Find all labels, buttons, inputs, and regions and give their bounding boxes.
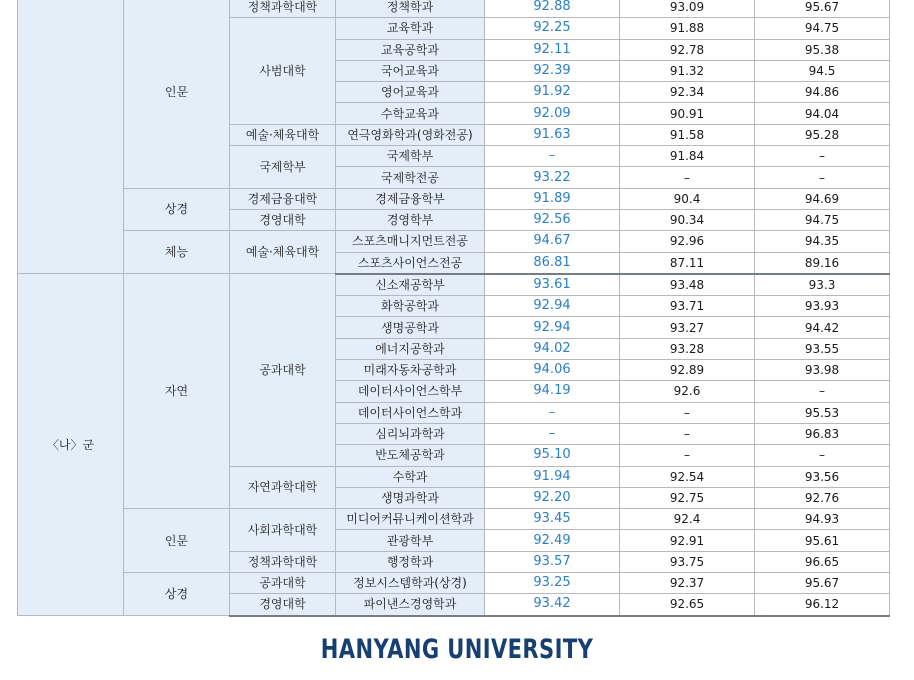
score-cell-1: 92.11: [485, 39, 620, 60]
score-cell-1: 94.67: [485, 231, 620, 252]
major-cell: 정책학과: [336, 0, 485, 18]
college-cell: 공과대학: [230, 573, 336, 594]
college-cell: 정책과학대학: [230, 551, 336, 572]
major-cell: 생명과학과: [336, 487, 485, 508]
major-cell: 스포츠사이언스전공: [336, 252, 485, 274]
major-cell: 수학과: [336, 466, 485, 487]
major-cell: 에너지공학과: [336, 338, 485, 359]
score-cell-1: 92.25: [485, 18, 620, 39]
field-cell: 자연: [124, 274, 230, 509]
score-cell-2: 90.34: [620, 209, 755, 230]
major-cell: 수학교육과: [336, 103, 485, 124]
score-cell-3: 94.69: [755, 188, 890, 209]
college-cell: 경영대학: [230, 209, 336, 230]
score-cell-3: 95.61: [755, 530, 890, 551]
major-cell: 국어교육과: [336, 60, 485, 81]
score-cell-1: 86.81: [485, 252, 620, 274]
major-cell: 파이낸스경영학과: [336, 594, 485, 616]
college-cell: 자연과학대학: [230, 466, 336, 509]
score-cell-3: –: [755, 167, 890, 188]
major-cell: 영어교육과: [336, 82, 485, 103]
score-cell-3: 93.93: [755, 296, 890, 317]
score-cell-1: 92.88: [485, 0, 620, 18]
major-cell: 관광학부: [336, 530, 485, 551]
table-row: [18, 573, 890, 594]
score-cell-1: 93.45: [485, 509, 620, 530]
score-cell-3: 95.67: [755, 573, 890, 594]
score-cell-3: 96.12: [755, 594, 890, 616]
college-cell: 경영대학: [230, 594, 336, 616]
score-cell-1: 93.22: [485, 167, 620, 188]
score-cell-3: 93.55: [755, 338, 890, 359]
major-cell: 교육학과: [336, 18, 485, 39]
major-cell: 반도체공학과: [336, 445, 485, 466]
score-cell-3: 95.38: [755, 39, 890, 60]
score-cell-2: 93.48: [620, 274, 755, 296]
score-cell-3: 94.75: [755, 18, 890, 39]
score-cell-1: 91.94: [485, 466, 620, 487]
major-cell: 경제금융학부: [336, 188, 485, 209]
score-cell-1: 92.56: [485, 209, 620, 230]
college-cell: 정책과학대학: [230, 0, 336, 18]
score-cell-2: 92.6: [620, 381, 755, 402]
table-row: [18, 274, 890, 296]
score-cell-3: 96.83: [755, 423, 890, 444]
score-cell-2: 93.28: [620, 338, 755, 359]
table-row: [18, 231, 890, 252]
score-cell-3: 95.53: [755, 402, 890, 423]
major-cell: 신소재공학부: [336, 274, 485, 296]
hanyang-university-logo: HANYANG UNIVERSITY: [320, 634, 594, 665]
score-cell-1: 94.02: [485, 338, 620, 359]
score-cell-3: 95.67: [755, 0, 890, 18]
table-row: [18, 0, 890, 18]
score-cell-1: 93.57: [485, 551, 620, 572]
score-cell-2: 93.71: [620, 296, 755, 317]
major-cell: 국제학부: [336, 146, 485, 167]
major-cell: 화학공학과: [336, 296, 485, 317]
score-cell-3: –: [755, 146, 890, 167]
score-cell-1: 92.94: [485, 296, 620, 317]
major-cell: 경영학부: [336, 209, 485, 230]
field-cell: 인문: [124, 509, 230, 573]
score-cell-2: 91.58: [620, 124, 755, 145]
score-cell-3: 89.16: [755, 252, 890, 274]
score-cell-3: 94.86: [755, 82, 890, 103]
score-cell-2: –: [620, 423, 755, 444]
college-cell: 예술·체육대학: [230, 231, 336, 274]
score-cell-3: 92.76: [755, 487, 890, 508]
score-cell-2: 92.91: [620, 530, 755, 551]
score-cell-2: 92.65: [620, 594, 755, 616]
score-cell-2: 92.78: [620, 39, 755, 60]
score-cell-2: 93.27: [620, 317, 755, 338]
major-cell: 국제학전공: [336, 167, 485, 188]
score-cell-2: 92.37: [620, 573, 755, 594]
score-cell-1: 93.42: [485, 594, 620, 616]
major-cell: 미래자동차공학과: [336, 360, 485, 381]
major-cell: 스포츠매니지먼트전공: [336, 231, 485, 252]
college-cell: 공과대학: [230, 274, 336, 466]
admission-score-table: [17, 0, 890, 617]
score-cell-1: 92.94: [485, 317, 620, 338]
score-cell-2: 91.32: [620, 60, 755, 81]
score-cell-1: 93.25: [485, 573, 620, 594]
score-cell-1: 95.10: [485, 445, 620, 466]
score-cell-3: –: [755, 445, 890, 466]
field-cell: 상경: [124, 573, 230, 616]
score-cell-2: 92.54: [620, 466, 755, 487]
score-cell-1: 92.09: [485, 103, 620, 124]
score-cell-2: 91.88: [620, 18, 755, 39]
score-cell-1: 91.89: [485, 188, 620, 209]
score-cell-1: 92.49: [485, 530, 620, 551]
score-cell-3: 94.5: [755, 60, 890, 81]
table-row: [18, 509, 890, 530]
score-cell-1: 93.61: [485, 274, 620, 296]
field-cell: 인문: [124, 0, 230, 188]
group-cell: [18, 0, 124, 274]
college-cell: 예술·체육대학: [230, 124, 336, 145]
major-cell: 미디어커뮤니케이션학과: [336, 509, 485, 530]
major-cell: 데이터사이언스학과: [336, 402, 485, 423]
score-cell-3: 95.28: [755, 124, 890, 145]
score-cell-1: 91.63: [485, 124, 620, 145]
college-cell: 경제금융대학: [230, 188, 336, 209]
college-cell: 사회과학대학: [230, 509, 336, 552]
score-cell-3: 96.65: [755, 551, 890, 572]
score-cell-2: 92.89: [620, 360, 755, 381]
score-cell-3: 94.35: [755, 231, 890, 252]
score-cell-1: 92.20: [485, 487, 620, 508]
score-cell-2: 91.84: [620, 146, 755, 167]
score-cell-2: 93.75: [620, 551, 755, 572]
score-cell-1: 91.92: [485, 82, 620, 103]
field-cell: 상경: [124, 188, 230, 231]
major-cell: 연극영화학과(영화전공): [336, 124, 485, 145]
score-cell-3: 94.04: [755, 103, 890, 124]
score-cell-2: 90.4: [620, 188, 755, 209]
score-cell-3: –: [755, 381, 890, 402]
score-cell-1: –: [485, 423, 620, 444]
score-cell-2: 90.91: [620, 103, 755, 124]
major-cell: 교육공학과: [336, 39, 485, 60]
score-cell-3: 94.42: [755, 317, 890, 338]
score-cell-2: –: [620, 445, 755, 466]
major-cell: 심리뇌과학과: [336, 423, 485, 444]
score-cell-3: 93.3: [755, 274, 890, 296]
major-cell: 생명공학과: [336, 317, 485, 338]
score-cell-3: 94.93: [755, 509, 890, 530]
score-cell-1: 94.06: [485, 360, 620, 381]
score-cell-1: –: [485, 402, 620, 423]
score-cell-1: 94.19: [485, 381, 620, 402]
score-cell-2: 92.4: [620, 509, 755, 530]
group-cell: 〈나〉군: [18, 274, 124, 616]
score-cell-2: 92.34: [620, 82, 755, 103]
table-row: [18, 188, 890, 209]
score-cell-2: –: [620, 167, 755, 188]
score-cell-2: 87.11: [620, 252, 755, 274]
score-cell-1: 92.39: [485, 60, 620, 81]
score-cell-3: 93.56: [755, 466, 890, 487]
college-cell: 국제학부: [230, 146, 336, 189]
score-cell-2: 93.09: [620, 0, 755, 18]
score-cell-1: –: [485, 146, 620, 167]
college-cell: 사범대학: [230, 18, 336, 124]
major-cell: 데이터사이언스학부: [336, 381, 485, 402]
score-cell-2: –: [620, 402, 755, 423]
field-cell: 체능: [124, 231, 230, 274]
score-cell-3: 93.98: [755, 360, 890, 381]
major-cell: 행정학과: [336, 551, 485, 572]
score-cell-2: 92.75: [620, 487, 755, 508]
major-cell: 정보시스템학과(상경): [336, 573, 485, 594]
score-cell-2: 92.96: [620, 231, 755, 252]
score-cell-3: 94.75: [755, 209, 890, 230]
